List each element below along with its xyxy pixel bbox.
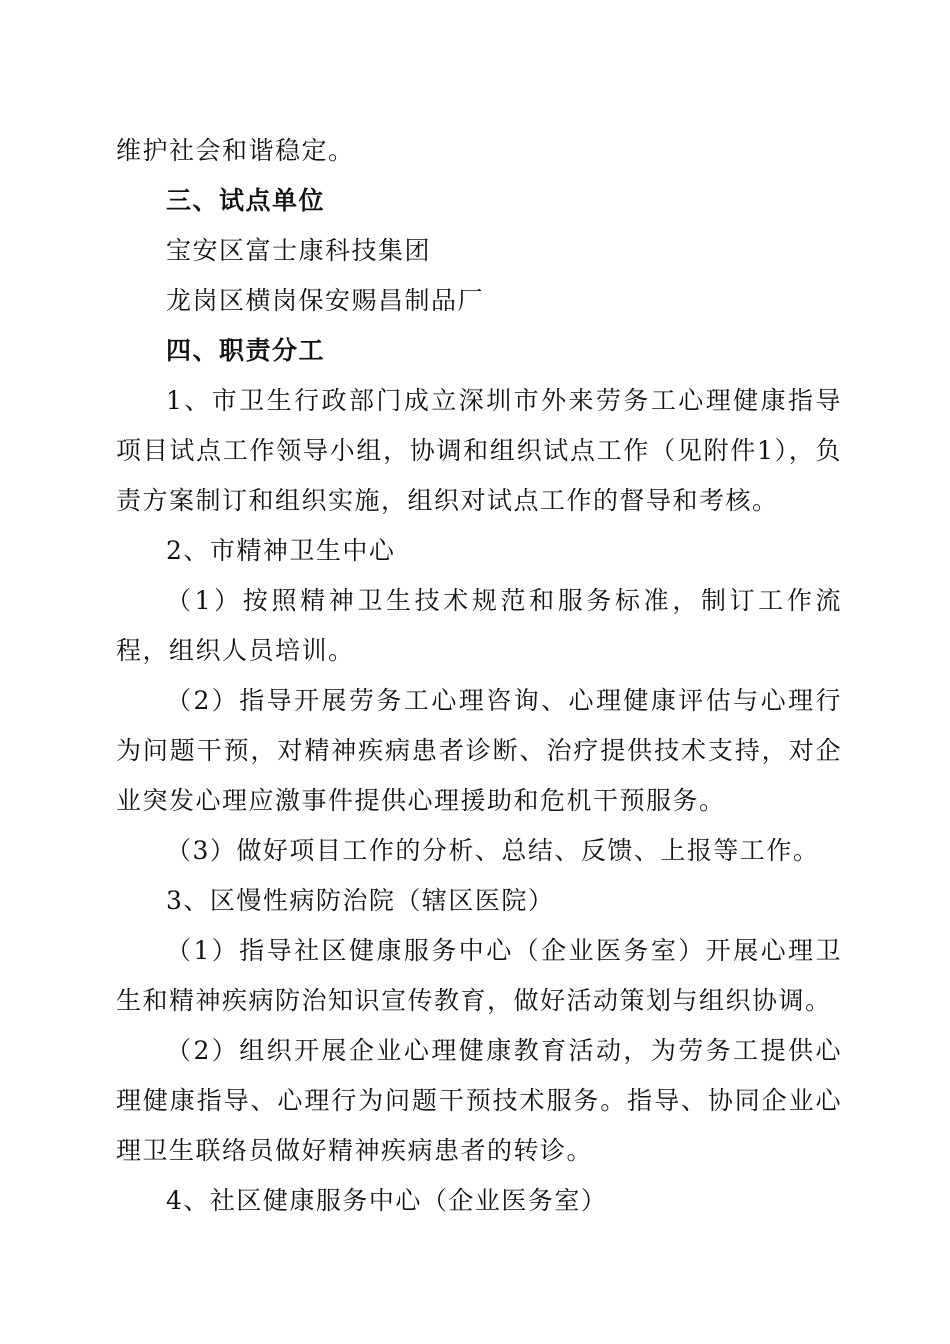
responsibility-paragraph: 2、市精神卫生中心 — [166, 536, 396, 565]
responsibility-paragraph: 3、区慢性病防治院（辖区医院） — [166, 886, 555, 915]
responsibility-subitem: （3）做好项目工作的分析、总结、反馈、上报等工作。 — [166, 836, 820, 865]
responsibility-paragraph: 1、市卫生行政部门成立深圳市外来劳务工心理健康指导项目试点工作领导小组，协调和组织试点工作（见附件1），负责方案制订和组织实施，组织对试点工作的督导和考核。 — [116, 386, 842, 515]
section-heading-responsibilities: 四、职责分工 — [166, 336, 326, 365]
responsibility-paragraph: 4、社区健康服务中心（企业医务室） — [166, 1186, 608, 1215]
pilot-unit-item: 龙岗区横岗保安赐昌制品厂 — [166, 286, 485, 315]
responsibility-subitem: （2）指导开展劳务工心理咨询、心理健康评估与心理行为问题干预，对精神疾病患者诊断、治疗提供技术支持，对企业突发心理应激事件提供心理援助和危机干预服务。 — [116, 686, 842, 815]
responsibility-subitem: （2）组织开展企业心理健康教育活动，为劳务工提供心理健康指导、心理行为问题干预技术服务。指导、协同企业心理卫生联络员做好精神疾病患者的转诊。 — [116, 1036, 842, 1165]
section-heading-pilot-units: 三、试点单位 — [166, 186, 326, 215]
pilot-unit-item: 宝安区富士康科技集团 — [166, 236, 432, 265]
responsibility-subitem: （1）指导社区健康服务中心（企业医务室）开展心理卫生和精神疾病防治知识宣传教育，做好活动策划与组织协调。 — [116, 936, 842, 1015]
paragraph-continuation: 维护社会和谐稳定。 — [116, 136, 355, 165]
document-body — [116, 126, 842, 1226]
responsibility-subitem: （1）按照精神卫生技术规范和服务标准，制订工作流程，组织人员培训。 — [116, 586, 842, 665]
